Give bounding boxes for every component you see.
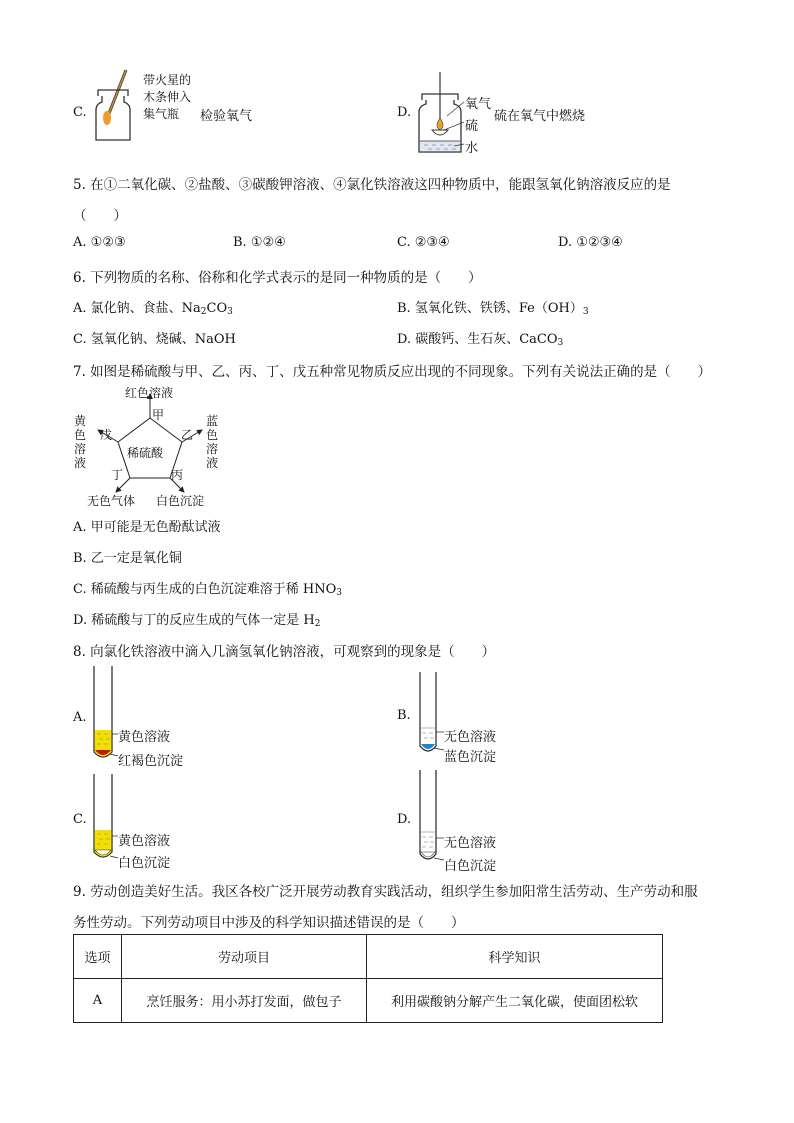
option-letter: C. bbox=[73, 812, 87, 827]
reactant-ding: 丁 bbox=[111, 468, 124, 482]
option-b: B. ①②④ bbox=[233, 235, 286, 250]
option-d: D. 稀硫酸与丁的反应生成的气体一定是 $H_2$ bbox=[73, 613, 321, 629]
option-a: A. 甲可能是无色酚酞试液 bbox=[73, 520, 221, 535]
figure-label: 硫 bbox=[465, 119, 479, 134]
figure-caption: 检验氧气 bbox=[200, 109, 253, 124]
answer-blank: （ ） bbox=[73, 208, 127, 224]
figure-label: 水 bbox=[465, 141, 479, 156]
question-stem-cont: 务性劳动。下列劳动项目中涉及的科学知识描述错误的是（ ） bbox=[73, 915, 465, 931]
tube-label-solution: 黄色溶液 bbox=[118, 730, 171, 745]
result-label-bottom-left: 无色气体 bbox=[87, 494, 136, 508]
tube-label-solution: 黄色溶液 bbox=[118, 834, 171, 849]
result-label-left: 黄 色 溶 液 bbox=[74, 414, 87, 470]
reactant-yi: 乙 bbox=[181, 428, 194, 442]
question-stem: 9. 劳动创造美好生活。我区各校广泛开展劳动教育实践活动，组织学生参加阳常生活劳动、生产劳动和服 bbox=[73, 884, 698, 900]
reactant-wu: 戊 bbox=[100, 428, 113, 442]
figure-label: 木条伸入 bbox=[143, 90, 192, 104]
option-letter: A. bbox=[73, 710, 87, 725]
option-b: B. 氢氧化铁、铁锈、$Fe(OH)_3$ bbox=[397, 301, 589, 317]
option-letter: B. bbox=[397, 708, 411, 723]
figure-label: 集气瓶 bbox=[143, 107, 180, 121]
reactant-jia: 甲 bbox=[152, 408, 165, 422]
option-d: D. 碳酸钙、生石灰、CaCO$_3$ bbox=[397, 332, 564, 348]
option-letter: D. bbox=[397, 812, 412, 827]
reactant-bing: 丙 bbox=[171, 468, 184, 482]
table-cell: 烹饪服务：用小苏打发面，做包子 bbox=[122, 979, 367, 1023]
result-label-top: 红色溶液 bbox=[125, 386, 174, 400]
tube-label-solution: 无色溶液 bbox=[444, 730, 497, 745]
figure-caption: 硫在氧气中燃烧 bbox=[494, 109, 586, 124]
pentagon-center-label: 稀硫酸 bbox=[127, 446, 164, 460]
table-header-row bbox=[74, 935, 663, 979]
tube-label-precipitate: 白色沉淀 bbox=[444, 859, 497, 874]
question-stem: 5. 在①二氧化碳、②盐酸、③碳酸钾溶液、④氯化铁溶液这四种物质中，能跟氢氧化钠溶液反应的是 bbox=[73, 177, 671, 193]
table-cell: 利用碳酸钠分解产生二氧化碳，使面团松软 bbox=[367, 979, 663, 1023]
option-d: D. ①②③④ bbox=[558, 235, 623, 250]
option-letter: C. bbox=[73, 105, 87, 120]
test-tube-a-figure bbox=[90, 664, 122, 764]
table-header: 科学知识 bbox=[367, 935, 663, 979]
result-label-bottom-right: 白色沉淀 bbox=[156, 494, 205, 508]
option-b: B. 乙一定是氧化铜 bbox=[73, 551, 182, 566]
question-stem: 7. 如图是稀硫酸与甲、乙、丙、丁、戊五种常见物质反应出现的不同现象。下列有关说法正确的是（ ） bbox=[73, 364, 712, 380]
question-stem: 8. 向氯化铁溶液中滴入几滴氢氧化钠溶液，可观察到的现象是（ ） bbox=[73, 644, 496, 660]
question-stem: 6. 下列物质的名称、俗称和化学式表示的是同一种物质的是（ ） bbox=[73, 270, 482, 286]
option-a: A. ①②③ bbox=[73, 235, 126, 250]
figure-label: 氧气 bbox=[465, 97, 492, 112]
labor-knowledge-table bbox=[73, 934, 663, 1023]
table-cell: A bbox=[74, 979, 122, 1023]
tube-label-solution: 无色溶液 bbox=[444, 836, 497, 851]
tube-label-precipitate: 红褐色沉淀 bbox=[118, 754, 184, 769]
figure-label: 带火星的 bbox=[143, 73, 192, 87]
option-c: C. ②③④ bbox=[397, 235, 450, 250]
test-tube-d-figure bbox=[416, 768, 448, 868]
tube-label-precipitate: 白色沉淀 bbox=[118, 856, 171, 871]
option-c: C. 氢氧化钠、烧碱、NaOH bbox=[73, 332, 236, 347]
table-row bbox=[74, 979, 663, 1023]
option-a: A. 氯化钠、食盐、$Na_2CO_3$ bbox=[73, 301, 233, 317]
table-header: 选项 bbox=[74, 935, 122, 979]
tube-label-precipitate: 蓝色沉淀 bbox=[444, 750, 497, 765]
result-label-right: 蓝 色 溶 液 bbox=[206, 414, 219, 470]
table-header: 劳动项目 bbox=[122, 935, 367, 979]
option-c: C. 稀硫酸与丙生成的白色沉淀难溶于稀 $HNO_3$ bbox=[73, 582, 342, 598]
option-letter: D. bbox=[397, 105, 412, 120]
